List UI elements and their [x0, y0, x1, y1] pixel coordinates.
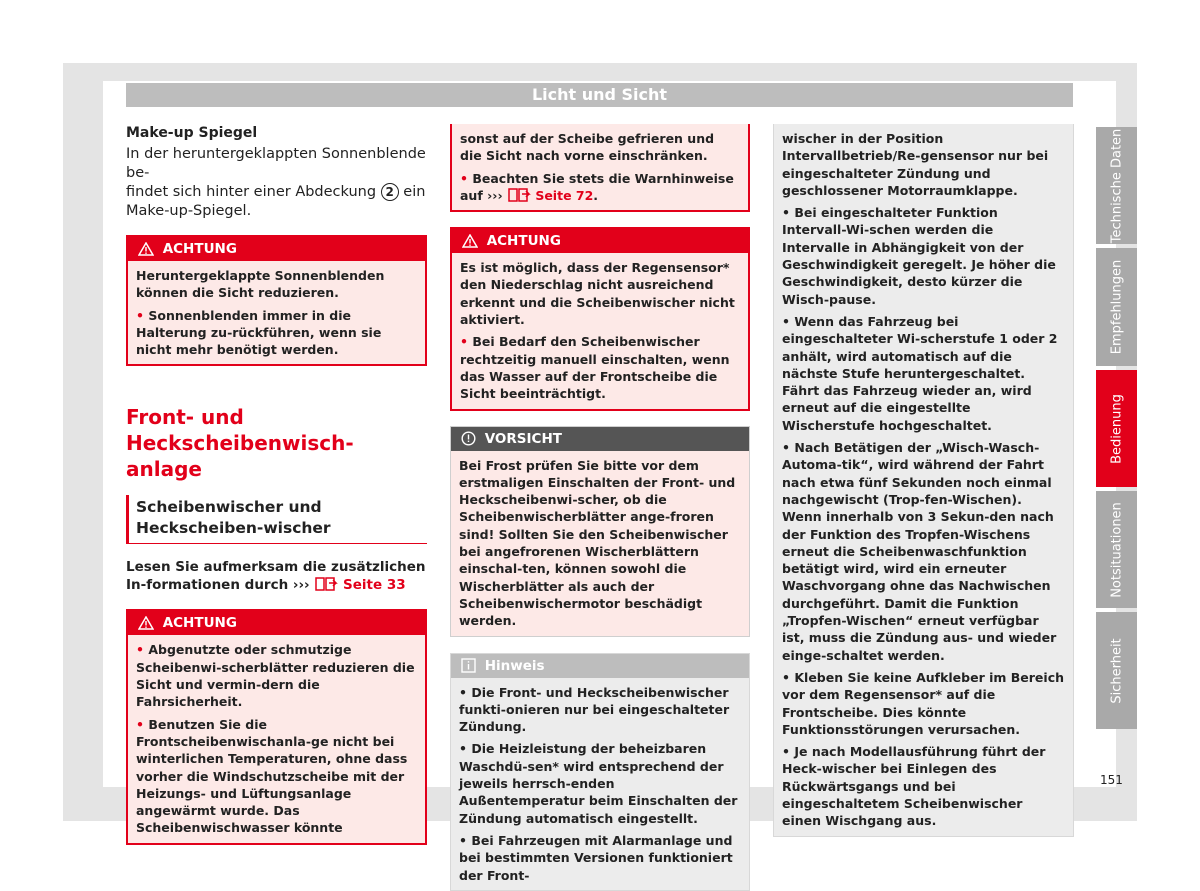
note-bullet: • Kleben Sie keine Aufkleber im Bereich vor dem Regensensor* auf die Frontscheibe. Dies könnte Funktionsstörungen verursachen. — [782, 669, 1065, 737]
note-bullet-text: Je nach Modellausführung führt der Heck-wischer bei Einlegen des Rückwärtsgangs und bei eingeschaltetem Scheibenwischer einen Wischgang aus. — [782, 744, 1046, 829]
warning-title: ACHTUNG — [162, 615, 237, 632]
warning-box-rainsensor — [450, 227, 750, 410]
tab-bedienung[interactable] — [1096, 370, 1137, 487]
caution-header — [451, 427, 749, 451]
warning-title: ACHTUNG — [162, 241, 237, 257]
note-header — [451, 654, 749, 678]
makeup-text-c: ein — [403, 184, 426, 200]
note-bullet-text: Wenn das Fahrzeug bei eingeschalteter Wi-scherstufe 1 oder 2 anhält, wird automatisch auf die nächste Stufe heruntergeschaltet. Fährt das Fahrzeug wieder an, wird erneut auf die eingestellte Wischerstufe hochgeschaltet. — [782, 313, 1058, 433]
intro-text-body: Lesen Sie aufmerksam die zusätzlichen In-formationen durch — [126, 559, 426, 594]
warning-triangle-icon — [138, 242, 154, 256]
column-2 — [450, 124, 750, 891]
warning-body — [128, 635, 425, 842]
callout-number: 2 — [381, 183, 399, 201]
makeup-text-d: Make-up-Spiegel. — [126, 203, 252, 219]
note-bullet: • Je nach Modellausführung führt der Heck-wischer bei Einlegen des Rückwärtsgangs und bei eingeschaltetem Scheibenwischer einen Wischgang aus. — [782, 744, 1046, 829]
note-box — [450, 653, 750, 891]
warning-box-wiper — [126, 609, 427, 844]
section-title: Front- und Heckscheibenwisch-anlage — [126, 405, 354, 482]
note-body — [451, 678, 749, 890]
note-bullet: • Nach Betätigen der „Wisch-Wasch-Automa-tik“, wird während der Fahrt nach etwa fünf Sekunden noch einmal nachgewischt (Trop-fen-Wischen). Wenn innerhalb von 3 Sekun-den nach der Funktion des Tropfen-Wischens erneut die Scheibenwaschfunktion betätigt wird, wird ein erneuter Waschvorgang ohne das Nachwischen durchgeführt. Damit die Funktion „Tropfen-Wischen“ erneut verfügbar ist, muss die Zündung aus- und wieder einge-schaltet werden. — [782, 440, 1057, 663]
warning-text: Es ist möglich, dass der Regensensor* den Niederschlag nicht ausreichend erkennt und die Scheibenwischer nicht aktiviert. — [460, 260, 735, 328]
warning-bullet-text: Beachten Sie stets die Warnhinweise auf — [460, 170, 734, 203]
info-icon — [461, 658, 476, 673]
warning-body — [128, 261, 425, 364]
note-bullet-text: Bei Fahrzeugen mit Alarmanlage und bei bestimmten Versionen funktioniert der Front- — [459, 832, 733, 883]
note-bullet-text: Nach Betätigen der „Wisch-Wasch-Automa-tik“, wird während der Fahrt nach etwa fünf Sekunden noch einmal nachgewischt (Trop-fen-Wischen). Wenn innerhalb von 3 Sekun-den nach der Funktion des Tropfen-Wischens erneut die Scheibenwaschfunktion betätigt wird, wird ein erneuter Waschvorgang ohne das Nachwischen durchgeführt. Damit die Funktion „Tropfen-Wischen“ erneut verfügbar ist, muss die Zündung aus- und wieder einge-schaltet werden. — [782, 440, 1057, 663]
note-bullet: • Wenn das Fahrzeug bei eingeschalteter Wi-scherstufe 1 oder 2 anhält, wird automatisch auf die nächste Stufe heruntergeschaltet. Fährt das Fahrzeug wieder an, wird erneut auf die eingestellte Wischerstufe hochgeschaltet. — [782, 313, 1058, 433]
page-reference-link[interactable]: Seite 33 — [343, 577, 406, 594]
page-number: 151 — [1100, 773, 1123, 787]
warning-bullet: • Bei Bedarf den Scheibenwischer rechtzeitig manuell einschalten, wenn das Wasser auf der Frontscheibe die Sicht beeinträchtigt. — [460, 334, 730, 402]
tab-label: Notsituationen — [1109, 501, 1124, 598]
warning-header — [128, 237, 425, 261]
ref-arrows: ››› — [487, 187, 503, 203]
makeup-text-a: In der heruntergeklappten Sonnenblende be- — [126, 146, 426, 181]
caution-box — [450, 426, 750, 637]
page-header: Licht und Sicht — [126, 83, 1073, 107]
caution-title: VORSICHT — [484, 430, 562, 447]
tab-label: Bedienung — [1109, 393, 1124, 464]
tab-label: Empfehlungen — [1109, 259, 1124, 355]
note-bullet: • Bei eingeschalteter Funktion Intervall-Wi-schen werden die Intervalle in Abhängigkeit von der Geschwindigkeit geregelt. Je höher die Geschwindigkeit, desto kürzer die Wisch-pause. — [782, 205, 1056, 307]
warning-box-continued — [450, 124, 750, 212]
tab-sicherheit[interactable] — [1096, 612, 1137, 729]
warning-triangle-icon — [138, 616, 154, 630]
book-reference-icon — [314, 576, 338, 592]
tab-empfehlungen[interactable] — [1096, 248, 1137, 366]
warning-text: Heruntergeklappte Sonnenblenden können die Sicht reduzieren. — [136, 268, 385, 301]
note-body — [774, 124, 1073, 836]
tab-label: Sicherheit — [1109, 637, 1124, 704]
warning-body — [452, 253, 748, 408]
warning-text: sonst auf der Scheibe gefrieren und die Sicht nach vorne einschränken. — [460, 131, 715, 164]
note-text: wischer in der Position Intervallbetrieb/Re-gensensor nur bei eingeschalteter Zündung und geschlossener Motorraumklappe. — [782, 131, 1049, 198]
warning-bullet-text: Benutzen Sie die Frontscheibenwischanla-ge nicht bei winterlichen Temperaturen, ohne dass vorher die Windschutzscheibe mit der Heizungs- und Lüftungsanlage angewärmt wurde. Das Scheibenwischwasser könnte — [136, 716, 408, 836]
warning-bullet: • Sonnenblenden immer in die Halterung zu-rückführen, wenn sie nicht mehr benötigt werden. — [136, 307, 382, 358]
intro-text — [126, 558, 427, 594]
warning-bullet-text: Abgenutzte oder schmutzige Scheibenwi-scherblätter reduzieren die Sicht und vermin-dern die Fahrsicherheit. — [136, 642, 415, 710]
warning-header — [128, 611, 425, 635]
note-bullet: • Die Heizleistung der beheizbaren Waschdü-sen* wird entsprechend der jeweils herrsch-enden Außentemperatur beim Einschalten der Zündung automatisch eingestellt. — [459, 741, 738, 826]
intro-arrows: ››› — [292, 577, 310, 594]
note-bullet: • Bei Fahrzeugen mit Alarmanlage und bei bestimmten Versionen funktioniert der Front- — [459, 832, 733, 883]
warning-bullet-text: Bei Bedarf den Scheibenwischer rechtzeitig manuell einschalten, wenn das Wasser auf der Frontscheibe die Sicht beeinträchtigt. — [460, 334, 730, 402]
note-bullet-text: Kleben Sie keine Aufkleber im Bereich vor dem Regensensor* auf die Frontscheibe. Dies könnte Funktionsstörungen verursachen. — [782, 669, 1065, 737]
makeup-title: Make-up Spiegel — [126, 125, 258, 141]
warning-box-sunvisor — [126, 235, 427, 366]
warning-bullet-text: Sonnenblenden immer in die Halterung zu-rückführen, wenn sie nicht mehr benötigt werden. — [136, 307, 382, 358]
book-reference-icon — [507, 187, 531, 203]
makeup-text — [126, 145, 427, 221]
warning-bullet: • Beachten Sie stets die Warnhinweise auf ››› Seite 72. — [460, 170, 734, 203]
note-bullet: • Die Front- und Heckscheibenwischer funkti-onieren nur bei eingeschalteter Zündung. — [459, 684, 730, 735]
column-1 — [126, 124, 427, 845]
exclamation-circle-icon — [461, 431, 476, 446]
caution-body — [451, 451, 749, 636]
makeup-text-b: findet sich hinter einer Abdeckung — [126, 184, 377, 200]
tab-label: Technische Daten — [1109, 128, 1124, 243]
warning-bullet: • Abgenutzte oder schmutzige Scheibenwi-scherblätter reduzieren die Sicht und vermin-dern die Fahrsicherheit. — [136, 642, 415, 710]
page-reference-link[interactable]: Seite 72 — [535, 187, 594, 203]
note-bullet-text: Die Heizleistung der beheizbaren Waschdü-sen* wird entsprechend der jeweils herrsch-enden Außentemperatur beim Einschalten der Zündung automatisch eingestellt. — [459, 741, 738, 826]
subsection-title: Scheibenwischer und Heckscheiben-wischer — [126, 495, 427, 544]
caution-text: Bei Frost prüfen Sie bitte vor dem erstmaligen Einschalten der Front- und Heckscheibenwi-scher, ob die Scheibenwischerblätter ange-froren sind! Sollten Sie den Scheibenwischer bei angefrorenen Wischerblättern einschal-ten, können sowohl die Wischerblätter als auch der Scheibenwischermotor beschädigt werden. — [459, 457, 736, 629]
warning-triangle-icon — [462, 234, 478, 248]
column-3 — [773, 124, 1074, 837]
warning-header — [452, 229, 748, 253]
warning-body — [452, 124, 748, 210]
warning-bullet: • Benutzen Sie die Frontscheibenwischanla-ge nicht bei winterlichen Temperaturen, ohne dass vorher die Windschutzscheibe mit der Heizungs- und Lüftungsanlage angewärmt wurde. Das Scheibenwischwasser könnte — [136, 716, 408, 836]
note-bullet-text: Die Front- und Heckscheibenwischer funkti-onieren nur bei eingeschalteter Zündung. — [459, 684, 730, 735]
warning-title: ACHTUNG — [486, 233, 561, 250]
tab-technische-daten[interactable] — [1096, 127, 1137, 244]
note-bullet-text: Bei eingeschalteter Funktion Intervall-Wi-schen werden die Intervalle in Abhängigkeit von der Geschwindigkeit geregelt. Je höher die Geschwindigkeit, desto kürzer die Wisch-pause. — [782, 205, 1056, 307]
tab-notsituationen[interactable] — [1096, 491, 1137, 608]
note-title: Hinweis — [484, 657, 545, 674]
note-box-continued — [773, 124, 1074, 837]
